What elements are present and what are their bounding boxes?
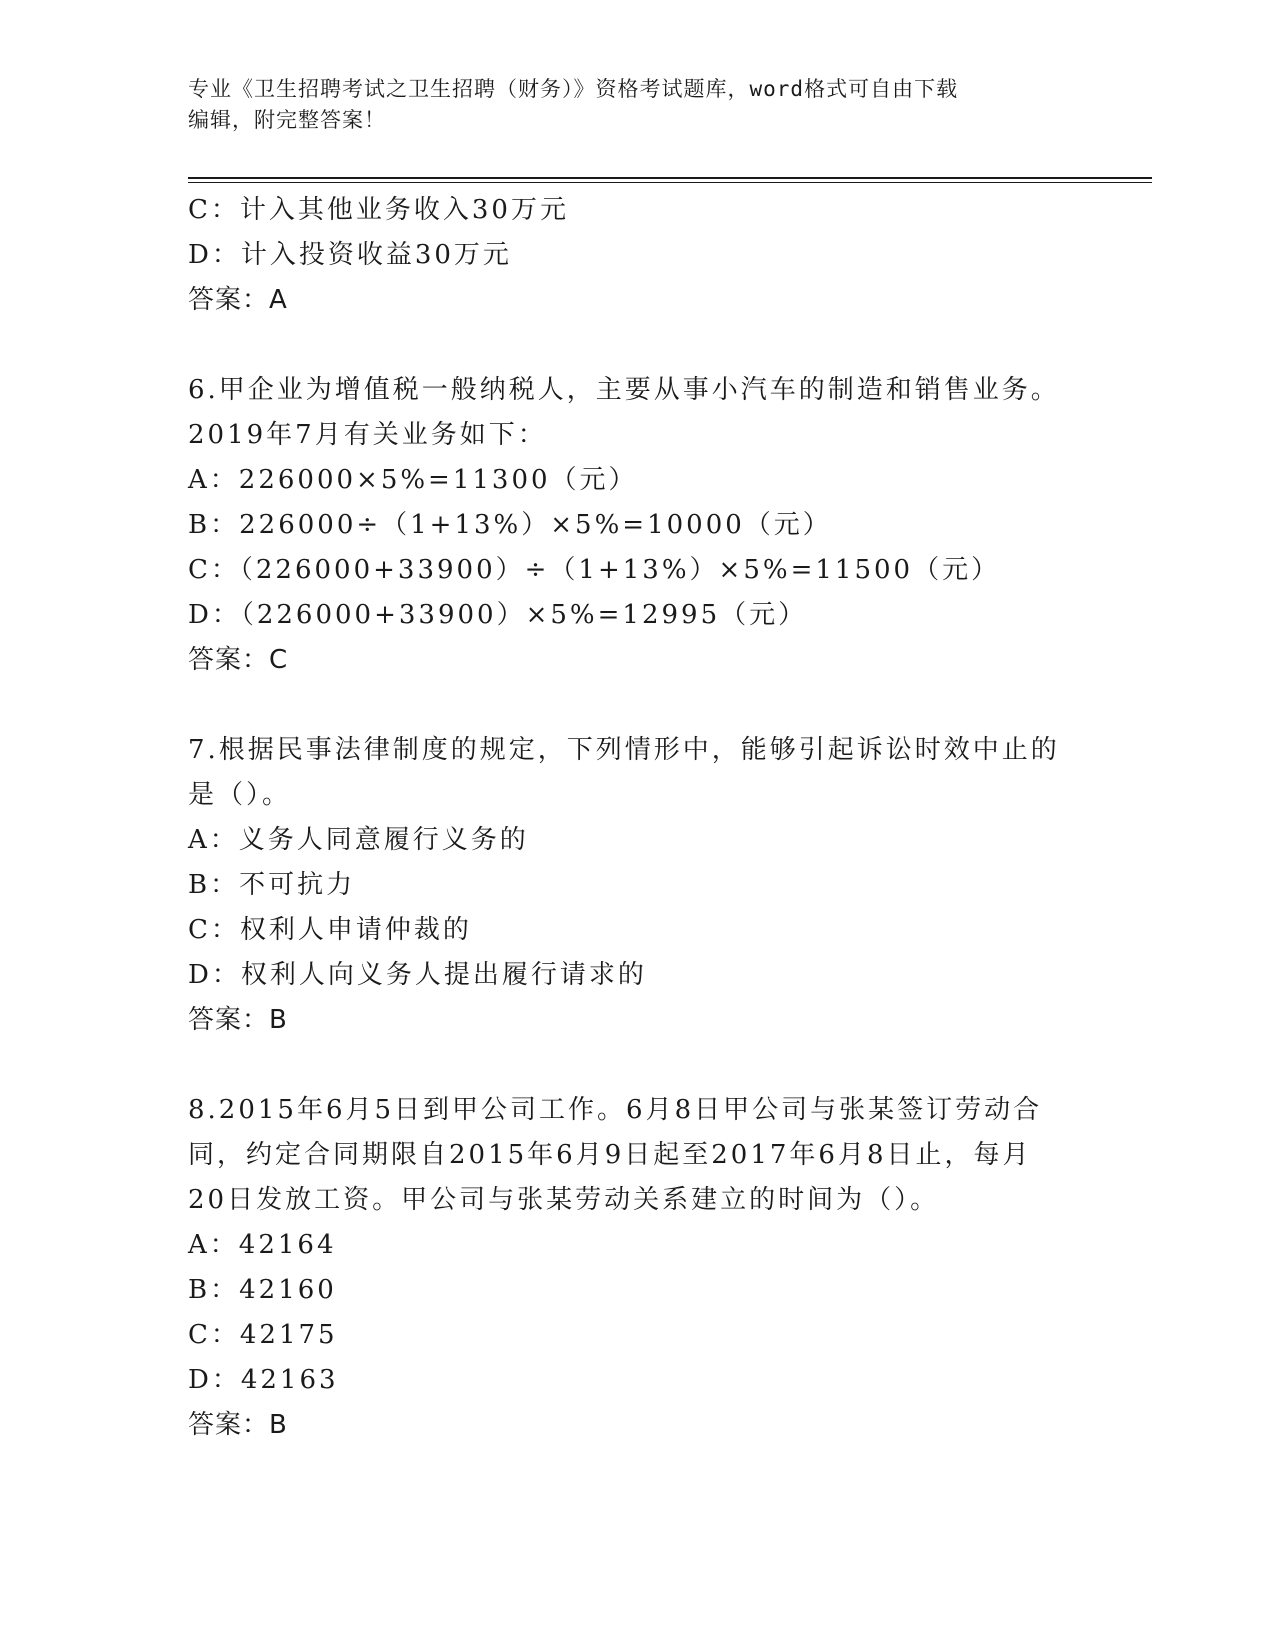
answer-label: 答案：C bbox=[188, 645, 289, 675]
header-divider-thick bbox=[188, 177, 1152, 179]
option-b: B：不可抗力 bbox=[188, 870, 356, 900]
question-block-5 bbox=[188, 188, 1138, 323]
option-c: C：42175 bbox=[188, 1320, 338, 1350]
question-list bbox=[188, 188, 1138, 1448]
option-d: D：权利人向义务人提出履行请求的 bbox=[188, 960, 647, 990]
question-stem: 20日发放工资。甲公司与张某劳动关系建立的时间为（）。 bbox=[188, 1185, 940, 1215]
header-divider-thin bbox=[188, 182, 1152, 183]
option-a: A：226000×5%=11300（元） bbox=[188, 465, 638, 495]
answer-label: 答案：A bbox=[188, 285, 288, 315]
option-c: C：权利人申请仲裁的 bbox=[188, 915, 472, 945]
question-block-7 bbox=[188, 728, 1138, 1043]
option-d: D：（226000+33900）×5%=12995（元） bbox=[188, 600, 808, 630]
spacer bbox=[188, 1043, 1138, 1088]
option-a: A：义务人同意履行义务的 bbox=[188, 825, 529, 855]
header-line-1: 专业《卫生招聘考试之卫生招聘（财务）》资格考试题库，word格式可自由下载 bbox=[188, 77, 959, 101]
question-stem: 8.2015年6月5日到甲公司工作。6月8日甲公司与张某签订劳动合 bbox=[188, 1095, 1043, 1125]
option-a: A：42164 bbox=[188, 1230, 337, 1260]
option-d: D：计入投资收益30万元 bbox=[188, 240, 512, 270]
answer-label: 答案：B bbox=[188, 1410, 288, 1440]
question-stem: 6.甲企业为增值税一般纳税人，主要从事小汽车的制造和销售业务。 bbox=[188, 375, 1060, 405]
spacer bbox=[188, 683, 1138, 728]
question-block-8 bbox=[188, 1088, 1138, 1448]
spacer bbox=[188, 323, 1138, 368]
option-c: C：（226000+33900）÷（1+13%）×5%=11500（元） bbox=[188, 555, 1001, 585]
document-header bbox=[188, 74, 1088, 136]
header-line-2: 编辑，附完整答案！ bbox=[188, 108, 386, 132]
question-block-6 bbox=[188, 368, 1138, 683]
option-d: D：42163 bbox=[188, 1365, 339, 1395]
question-stem: 同，约定合同期限自2015年6月9日起至2017年6月8日止，每月 bbox=[188, 1140, 1032, 1170]
question-stem: 是（）。 bbox=[188, 780, 292, 810]
option-b: B：226000÷（1+13%）×5%=10000（元） bbox=[188, 510, 832, 540]
answer-label: 答案：B bbox=[188, 1005, 288, 1035]
question-stem: 7.根据民事法律制度的规定，下列情形中，能够引起诉讼时效中止的 bbox=[188, 735, 1060, 765]
option-b: B：42160 bbox=[188, 1275, 337, 1305]
option-c: C：计入其他业务收入30万元 bbox=[188, 195, 569, 225]
question-stem: 2019年7月有关业务如下： bbox=[188, 420, 547, 450]
